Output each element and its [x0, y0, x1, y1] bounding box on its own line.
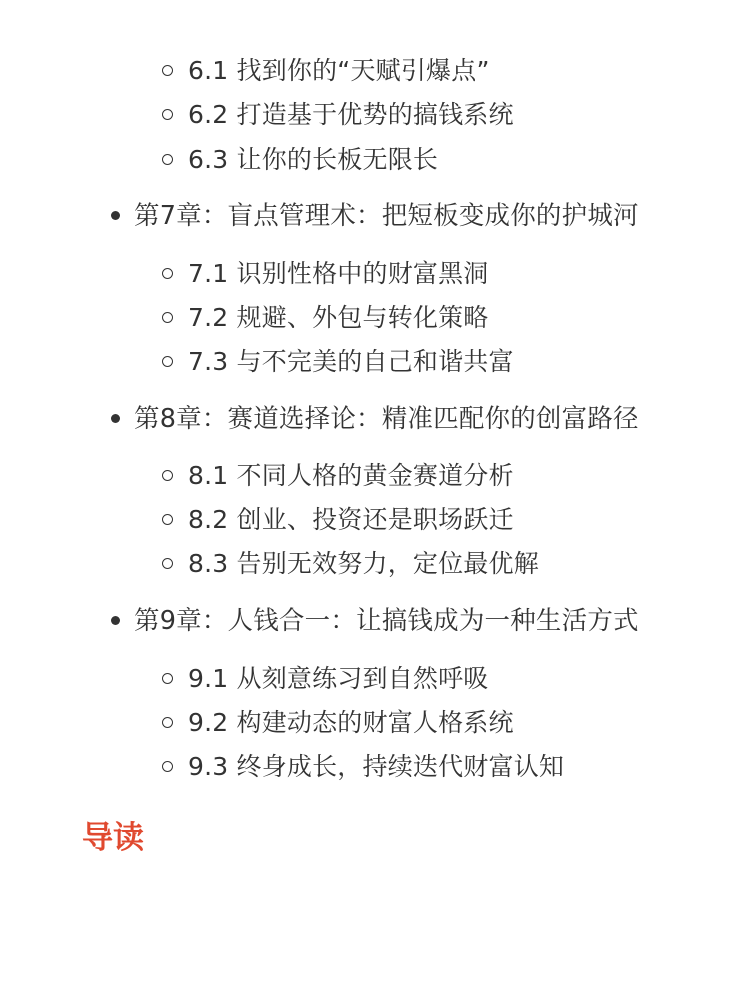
list-item-section-7-2 [0, 298, 750, 338]
section-title: 6.2 打造基于优势的搞钱系统 [188, 100, 514, 129]
section-title: 7.2 规避、外包与转化策略 [188, 303, 489, 332]
circle-bullet-icon [162, 312, 173, 323]
list-item-section-7-1 [0, 254, 750, 294]
circle-bullet-icon [162, 109, 173, 120]
disc-bullet-icon [111, 211, 120, 220]
list-item-section-7-3 [0, 342, 750, 382]
chapter-title: 第7章：盲点管理术：把短板变成你的护城河 [134, 201, 639, 231]
section-title: 8.3 告别无效努力，定位最优解 [188, 549, 539, 578]
section-heading: 导读 [82, 820, 144, 856]
disc-bullet-icon [111, 616, 120, 625]
section-title: 7.3 与不完美的自己和谐共富 [188, 347, 514, 376]
list-item-section-8-2 [0, 500, 750, 540]
list-item-section-9-1 [0, 659, 750, 699]
disc-bullet-icon [111, 414, 120, 423]
circle-bullet-icon [162, 514, 173, 525]
circle-bullet-icon [162, 558, 173, 569]
section-title: 7.1 识别性格中的财富黑洞 [188, 259, 489, 288]
circle-bullet-icon [162, 470, 173, 481]
list-item-section-6-2 [0, 95, 750, 135]
list-item-section-8-1 [0, 456, 750, 496]
list-item-section-8-3 [0, 544, 750, 584]
section-title: 8.2 创业、投资还是职场跃迁 [188, 505, 514, 534]
section-title: 9.2 构建动态的财富人格系统 [188, 708, 514, 737]
list-item-chapter-9 [0, 601, 750, 641]
list-item-chapter-8 [0, 399, 750, 439]
list-item-section-9-2 [0, 703, 750, 743]
circle-bullet-icon [162, 717, 173, 728]
chapter-title: 第8章：赛道选择论：精准匹配你的创富路径 [134, 404, 639, 434]
circle-bullet-icon [162, 356, 173, 367]
list-item-section-9-3 [0, 747, 750, 787]
section-title: 9.1 从刻意练习到自然呼吸 [188, 664, 489, 693]
circle-bullet-icon [162, 761, 173, 772]
circle-bullet-icon [162, 268, 173, 279]
section-title: 6.3 让你的长板无限长 [188, 145, 439, 174]
chapter-title: 第9章：人钱合一：让搞钱成为一种生活方式 [134, 606, 639, 636]
list-item-chapter-7 [0, 196, 750, 236]
section-title: 8.1 不同人格的黄金赛道分析 [188, 461, 514, 490]
list-item-section-6-1 [0, 51, 750, 91]
circle-bullet-icon [162, 673, 173, 684]
section-title: 6.1 找到你的“天赋引爆点” [188, 56, 490, 85]
circle-bullet-icon [162, 154, 173, 165]
section-title: 9.3 终身成长，持续迭代财富认知 [188, 752, 565, 781]
list-item-section-6-3 [0, 140, 750, 180]
circle-bullet-icon [162, 65, 173, 76]
